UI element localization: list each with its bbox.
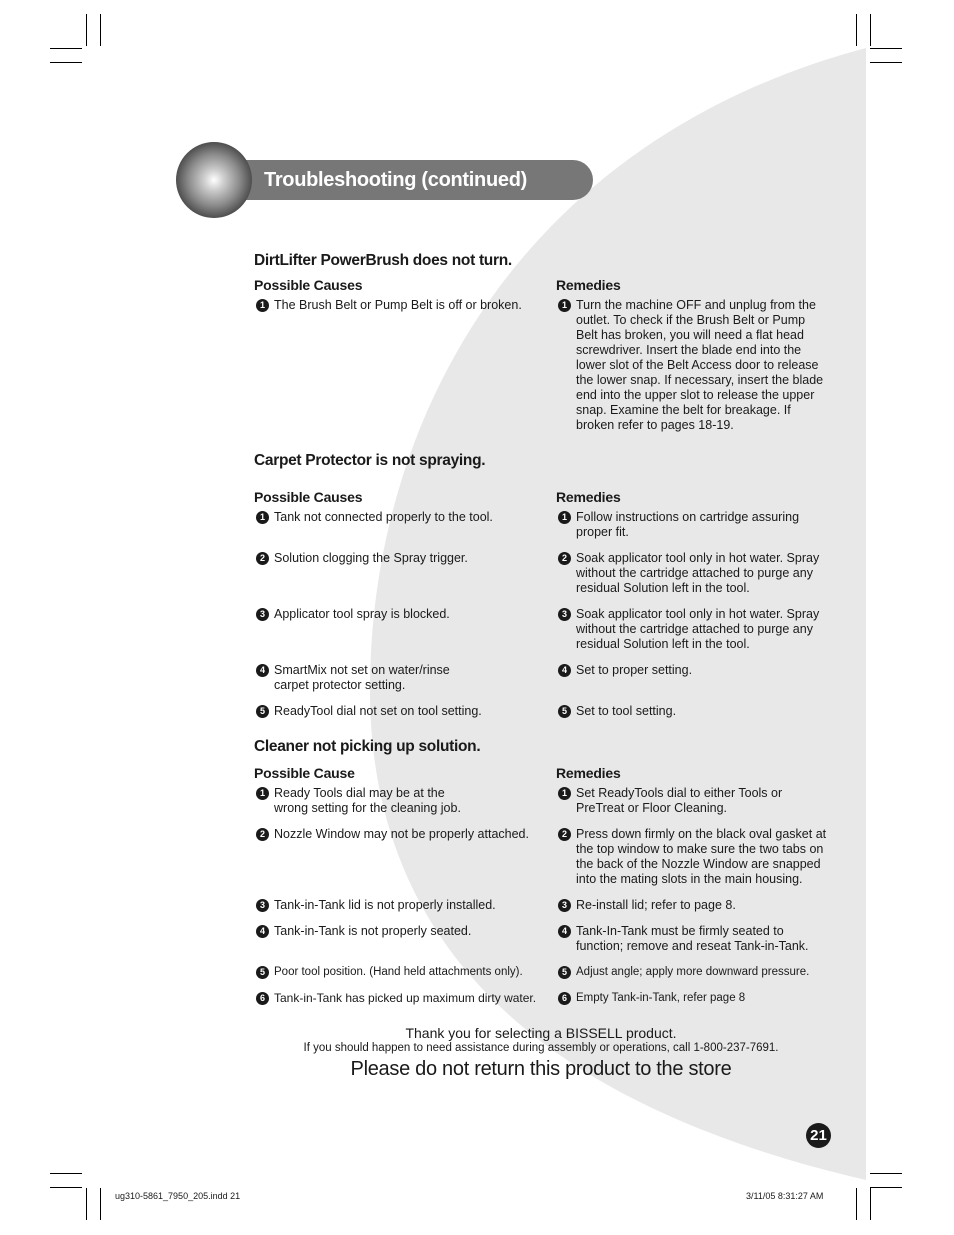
crop-mark	[856, 14, 857, 46]
crop-mark	[870, 62, 902, 63]
cause-item: 2 Nozzle Window may not be properly attached.	[256, 827, 541, 842]
remedy-item: 3 Soak applicator tool only in hot water. Spray without the cartridge attached to purge any residual Solution left in the tool.	[558, 607, 830, 652]
remedy-item: 2 Press down firmly on the black oval gasket at the top window to make sure the two tabs on the back of the Nozzle Window are snapped into the mating slots in the main housing.	[558, 827, 830, 887]
crop-mark	[856, 1188, 857, 1220]
number-badge-icon: 4	[256, 925, 269, 938]
remedies-heading: Remedies	[556, 277, 621, 293]
number-badge-icon: 1	[256, 511, 269, 524]
crop-mark	[870, 1187, 902, 1188]
number-badge-icon: 5	[558, 705, 571, 718]
causes-heading: Possible Causes	[254, 489, 363, 505]
remedy-item: 3 Re-install lid; refer to page 8.	[558, 898, 830, 913]
page-title: Troubleshooting (continued)	[264, 169, 527, 191]
remedies-heading: Remedies	[556, 765, 621, 781]
crop-mark	[50, 62, 82, 63]
remedy-item: 1 Turn the machine OFF and unplug from the outlet. To check if the Brush Belt or Pump Belt has broken, you will need a flat head screwdriver. Insert the blade end into the lower slot of the Belt Access door to release the lower snap. If necessary, insert the blade end into the upper slot to release the upper snap. Examine the belt for breakage. If broken refer to pages 18-19.	[558, 298, 830, 433]
number-badge-icon: 5	[558, 966, 571, 979]
number-badge-icon: 1	[256, 299, 269, 312]
section-title-powerbrush: DirtLifter PowerBrush does not turn.	[254, 252, 512, 269]
remedies-heading: Remedies	[556, 489, 621, 505]
slug-timestamp: 3/11/05 8:31:27 AM	[746, 1191, 824, 1201]
remedy-item: 1 Follow instructions on cartridge assuring proper fit.	[558, 510, 830, 540]
cause-item: 6 Tank-in-Tank has picked up maximum dirty water.	[256, 991, 541, 1006]
causes-heading: Possible Cause	[254, 765, 355, 781]
number-badge-icon: 1	[558, 299, 571, 312]
crop-mark	[870, 1188, 871, 1220]
number-badge-icon: 2	[256, 828, 269, 841]
cause-item: 1 Tank not connected properly to the tool.	[256, 510, 541, 525]
header-sphere-icon	[176, 142, 252, 218]
remedy-item: 2 Soak applicator tool only in hot water. Spray without the cartridge attached to purge any residual Solution left in the tool.	[558, 551, 830, 596]
section-title-not-picking-up: Cleaner not picking up solution.	[254, 738, 481, 755]
number-badge-icon: 3	[558, 899, 571, 912]
causes-heading: Possible Causes	[254, 277, 363, 293]
cause-item: 2 Solution clogging the Spray trigger.	[256, 551, 541, 566]
number-badge-icon: 2	[558, 552, 571, 565]
number-badge-icon: 2	[558, 828, 571, 841]
cause-item: 3 Tank-in-Tank lid is not properly installed.	[256, 898, 541, 913]
number-badge-icon: 6	[256, 992, 269, 1005]
number-badge-icon: 4	[256, 664, 269, 677]
number-badge-icon: 2	[256, 552, 269, 565]
cause-item: 4 SmartMix not set on water/rinse carpet protector setting.	[256, 663, 466, 693]
crop-mark	[50, 1173, 82, 1174]
remedy-item: 1 Set ReadyTools dial to either Tools or PreTreat or Floor Cleaning.	[558, 786, 798, 816]
crop-mark	[100, 1188, 101, 1220]
cause-item: 1 Ready Tools dial may be at the wrong setting for the cleaning job.	[256, 786, 476, 816]
crop-mark	[50, 48, 82, 49]
remedy-item: 5 Adjust angle; apply more downward pressure.	[558, 965, 830, 980]
cause-item: 4 Tank-in-Tank is not properly seated.	[256, 924, 541, 939]
number-badge-icon: 5	[256, 966, 269, 979]
crop-mark	[50, 1187, 82, 1188]
number-badge-icon: 5	[256, 705, 269, 718]
footer-store-notice: Please do not return this product to the store	[350, 1058, 732, 1080]
number-badge-icon: 4	[558, 925, 571, 938]
section-title-carpet-protector: Carpet Protector is not spraying.	[254, 452, 486, 469]
remedy-item: 4 Tank-In-Tank must be firmly seated to function; remove and reseat Tank-in-Tank.	[558, 924, 830, 954]
remedy-item: 4 Set to proper setting.	[558, 663, 830, 678]
crop-mark	[870, 14, 871, 46]
page-number: 21	[806, 1123, 831, 1148]
number-badge-icon: 1	[558, 787, 571, 800]
crop-mark	[870, 1173, 902, 1174]
footer-help-phone: If you should happen to need assistance during assembly or operations, call 1-800-237-7691.	[303, 1042, 779, 1054]
number-badge-icon: 4	[558, 664, 571, 677]
crop-mark	[870, 48, 902, 49]
cause-item: 1 The Brush Belt or Pump Belt is off or broken.	[256, 298, 541, 313]
number-badge-icon: 1	[558, 511, 571, 524]
remedy-item: 5 Set to tool setting.	[558, 704, 830, 719]
cause-item: 5 Poor tool position. (Hand held attachments only).	[256, 965, 541, 980]
number-badge-icon: 3	[256, 608, 269, 621]
remedy-item: 6 Empty Tank-in-Tank, refer page 8	[558, 991, 830, 1006]
crop-mark	[86, 1188, 87, 1220]
number-badge-icon: 3	[558, 608, 571, 621]
slug-filename: ug310-5861_7950_205.indd 21	[115, 1191, 241, 1201]
number-badge-icon: 1	[256, 787, 269, 800]
crop-mark	[86, 14, 87, 46]
cause-item: 3 Applicator tool spray is blocked.	[256, 607, 541, 622]
cause-item: 5 ReadyTool dial not set on tool setting.	[256, 704, 541, 719]
number-badge-icon: 3	[256, 899, 269, 912]
number-badge-icon: 6	[558, 992, 571, 1005]
footer-thanks: Thank you for selecting a BISSELL product.	[405, 1025, 677, 1041]
crop-mark	[100, 14, 101, 46]
